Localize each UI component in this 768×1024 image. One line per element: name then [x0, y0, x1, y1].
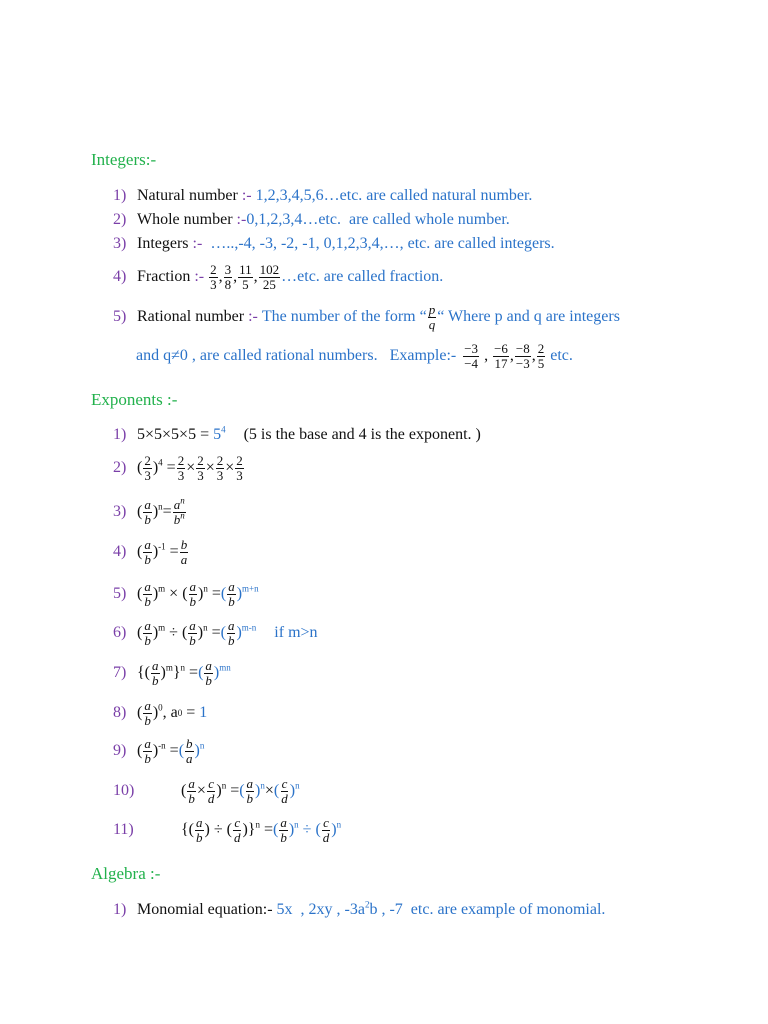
- separator: :-: [188, 235, 211, 252]
- etc-text: etc.: [550, 347, 573, 364]
- item-number: 5): [113, 585, 127, 602]
- item-number: 5): [113, 308, 127, 325]
- exponent-rule-7: 7) {( $\frac{a}{b}$ )$^m$}$^n$ = ( $\frac{a}{b}$ )$^{mn}$: [113, 657, 231, 688]
- term-label: Natural number: [137, 187, 238, 204]
- term-label: Rational number: [137, 308, 245, 325]
- item-number: 7): [113, 664, 127, 681]
- separator: :-: [244, 308, 262, 325]
- list-item-rational: [113, 302, 620, 332]
- fraction-pq: $\frac{p}{q}$: [428, 301, 436, 332]
- exponent-rule-8: 8) ( $\frac{a}{b}$ )$^0$ , a 0 = 1: [113, 697, 208, 728]
- fraction: $\frac{3}{8}$: [224, 261, 232, 292]
- definition-text: …..,-4, -3, -2, -1, 0,1,2,3,4,…, etc. are called integers.: [210, 235, 555, 252]
- rational-line-2: and q≠0 , are called rational numbers. Example:- $\frac{-3}{-4}$ , $\frac{-6}{17}$ , $\frac{-8}{-3}$ , $\frac{2}{5}$ etc.: [136, 340, 573, 371]
- condition: if m>n: [274, 624, 318, 641]
- fraction: $\frac{11}{5}$: [239, 261, 252, 292]
- item-number: 11): [113, 821, 134, 838]
- fraction: $\frac{2}{3}$: [144, 452, 151, 483]
- separator: :-: [232, 211, 247, 228]
- item-number: 1): [113, 426, 127, 443]
- item-number: 4): [113, 543, 127, 560]
- fraction: $\frac{-3}{-4}$: [464, 340, 479, 371]
- exponent-rule-9: 9) ( $\frac{a}{b}$ )$^{-n}$ = ( $\frac{b}{a}$ )$^n$: [113, 735, 205, 766]
- definition-text: …etc. are called fraction.: [281, 268, 444, 285]
- definition-text: The number of the form “: [261, 308, 427, 325]
- exponent-rule-2: 2) ( $\frac{2}{3}$ )$^4$ = $\frac{2}{3}$ × $\frac{2}{3}$ × $\frac{2}{3}$ × $\frac{2}{3}$: [113, 452, 243, 483]
- algebra-item-monomial: [113, 898, 605, 922]
- exponent-rule-3: 3) ( $\frac{a}{b}$ )$^n$= $\frac{a^n}{b^n}$: [113, 495, 185, 527]
- definition-text: 0,1,2,3,4…etc. are called whole number.: [246, 211, 510, 228]
- item-number: 9): [113, 742, 127, 759]
- note: (5 is the base and 4 is the exponent. ): [243, 426, 481, 443]
- item-number: 8): [113, 704, 127, 721]
- fraction: $\frac{-8}{-3}$: [515, 340, 530, 371]
- integers-heading: Integers:-: [91, 150, 157, 169]
- term-label: Monomial equation:-: [137, 901, 277, 918]
- list-item-integers: [113, 232, 555, 256]
- item-number: 2): [113, 459, 127, 476]
- expression: 5×5×5×5 =: [137, 426, 214, 443]
- exponent-rule-6: 6) ( $\frac{a}{b}$ )$^m$ ÷ ( $\frac{a}{b}$ )$^n$ = ( $\frac{a}{b}$ )$^{m-n}$ if m>n: [113, 617, 318, 648]
- list-item-whole: [113, 208, 510, 232]
- separator: :-: [190, 268, 209, 285]
- definition-text: and q≠0 , are called rational numbers. Example:-: [136, 347, 457, 364]
- fraction: $\frac{2}{3}$: [210, 261, 217, 292]
- item-number: 4): [113, 268, 127, 285]
- fraction: $\frac{102}{25}$: [259, 261, 280, 292]
- definition-text-cont: “ Where p and q are integers: [437, 308, 620, 325]
- fraction: $\frac{-6}{17}$: [494, 340, 508, 371]
- term-label: Fraction: [137, 268, 191, 285]
- algebra-heading: Algebra :-: [91, 864, 161, 883]
- fraction: $\frac{2}{5}$: [537, 340, 545, 371]
- definition-text: 1,2,3,4,5,6…etc. are called natural number.: [255, 187, 533, 204]
- separator: :-: [237, 187, 256, 204]
- exponent-rule-10: 10) ( $\frac{a}{b}$ × $\frac{c}{d}$ )$^n$ = ( $\frac{a}{b}$ )$^n$ × ( $\frac{c}{d}$ )$^n$: [113, 775, 300, 806]
- list-item-natural: [113, 184, 532, 208]
- item-number: 2): [113, 211, 127, 228]
- exponent-rule-11: 11) {( $\frac{a}{b}$ ) ÷ ( $\frac{c}{d}$ )}$^n$ = ( $\frac{a}{b}$ )$^n$ ÷ ( $\frac{c}{d}$ )$^n$: [113, 814, 342, 845]
- exponent-rule-5: 5) ( $\frac{a}{b}$ )$^m$ × ( $\frac{a}{b}$ )$^n$ = ( $\frac{a}{b}$ )$^{m+n}$: [113, 578, 259, 609]
- item-number: 6): [113, 624, 127, 641]
- exponent-rule-1: [113, 423, 481, 447]
- term-label: Integers: [137, 235, 189, 252]
- exponents-heading: Exponents :-: [91, 390, 178, 409]
- item-number: 3): [113, 235, 127, 252]
- item-number: 1): [113, 187, 127, 204]
- term-label: Whole number: [137, 211, 233, 228]
- definition-text: 5x , 2xy , $-3a^2b$ , -7 etc. are example of monomial.: [276, 899, 606, 918]
- result: $5^4$: [213, 424, 226, 443]
- exponent-rule-4: 4) ( $\frac{a}{b}$ )$^{-1}$ = $\frac{b}{a}$: [113, 536, 188, 567]
- result: 1: [199, 704, 208, 721]
- item-number: 10): [113, 782, 135, 799]
- item-number: 3): [113, 503, 127, 520]
- list-item-fraction: 4) Fraction :- $\frac{2}{3}$ , $\frac{3}{8}$ , $\frac{11}{5}$ , $\frac{102}{25}$ …etc. are called fraction.: [113, 261, 444, 292]
- item-number: 1): [113, 901, 127, 918]
